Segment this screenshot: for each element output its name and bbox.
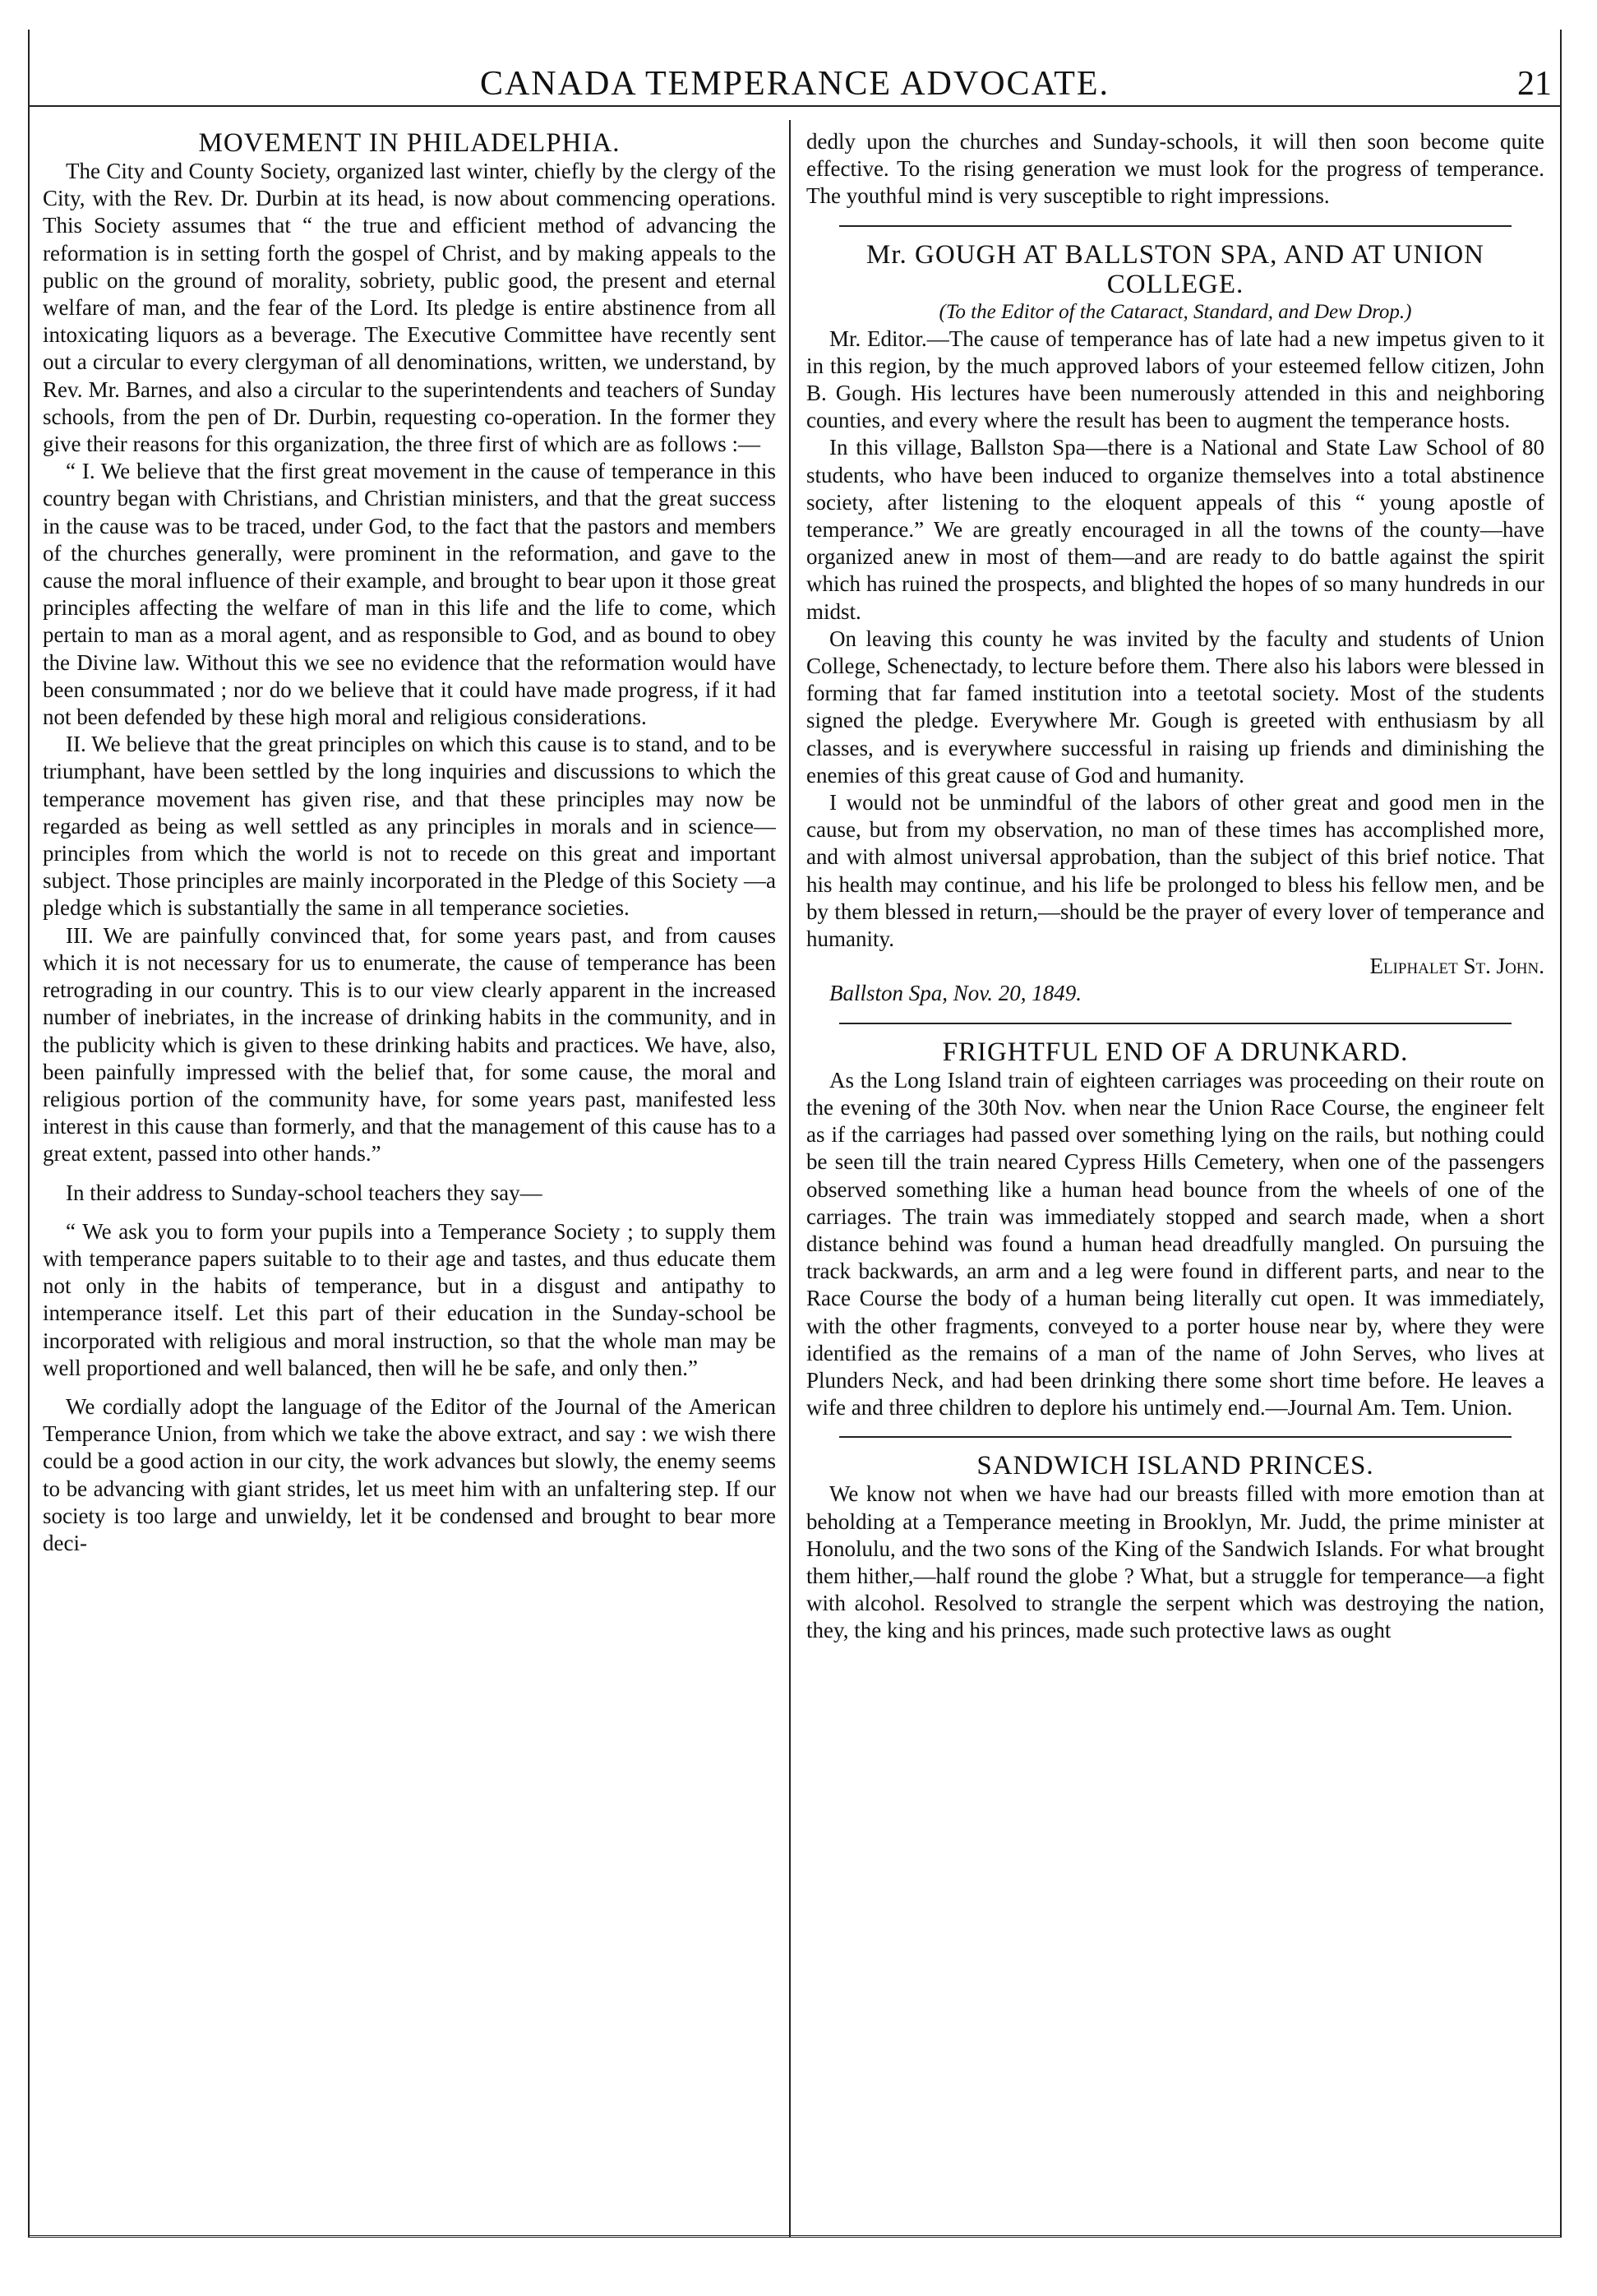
article-paragraph: On leaving this county he was invited by the faculty and students of Union College, Schenectady, to lecture before them. There also his labors were blessed in forming that far famed institution into a teetotal society. Most of the students signed the pledge. Everywhere Mr. Gough is greeted with enthusiasm by all classes, and is everywhere successful in raising up friends and diminishing the enemies of this great cause of God and humanity.	[806, 626, 1544, 788]
article-paragraph: We cordially adopt the language of the Editor of the Journal of the American Temperance Union, from which we take the above extract, and say : we wish there could be a good action in our city, the work advances but slowly, the enemy seems to be advancing with giant strides, let us meet him with an unfaltering step. If our society is too large and unwieldy, let it be condensed and brought to bear more deci-	[43, 1393, 776, 1555]
article-paragraph: As the Long Island train of eighteen carriages was proceeding on their route on the evening of the 30th Nov. when near the Union Race Course, the engineer felt as if the carriages had passed over something lying on the rails, but nothing could be seen till the train neared Cypress Hills Cemetery, when one of the passengers observed something like a human head bounce from the wheels of one of the carriages. The train was immediately stopped and search made, when a short distance behind was found a human head dreadfully mangled. On pursuing the track backwards, an arm and a leg were found in different parts, and near to the Race Course the body of a human being literally cut open. It was immediately, with the other fragments, conveyed to a porter house near by, where they were identified as the remains of a man of the name of John Serves, who lives at Plunders Neck, and had been drinking there some short time before. He leaves a wife and three children to deplore his untimely end.—Journal Am. Tem. Union.	[806, 1067, 1544, 1421]
section-rule	[839, 225, 1512, 227]
section-rule	[839, 1023, 1512, 1024]
bottom-rule	[30, 2235, 1560, 2238]
signature: Eliphalet St. John.	[1369, 954, 1544, 979]
article-paragraph: III. We are painfully convinced that, for some years past, and from causes which it is not necessary for us to enumerate, the cause of temperance has been retrograding in our country. This is to our view clearly apparent in the increased number of inebriates, in the increase of drinking habits in the community, and in the publicity which is given to these drinking habits and practices. We have, also, been painfully impressed with the belief that, for some cause, the moral and religious portion of the community have, for some years past, manifested less interest in this cause than formerly, and that the management of this cause has to a great extent, passed into other hands.”	[43, 922, 776, 1166]
article-paragraph: I would not be unmindful of the labors of other great and good men in the cause, but from my observation, no man of these times has accomplished more, and with almost universal approbation, than the subject of this brief notice. That his health may continue, and his life be prolonged to bless his fellow men, and be by them blessed in return,—should be the prayer of every lover of temperance and humanity.	[806, 790, 1544, 952]
article-paragraph: We know not when we have had our breasts filled with more emotion than at beholding at a Temperance meeting in Brooklyn, Mr. Judd, the prime minister at Honolulu, and the two sons of the King of the Sandwich Islands. For what brought them hither,—half round the globe ? What, but a struggle for temperance—a fight with alcohol. Resolved to strangle the serpent which was destroying the nation, they, the king and his princes, made such protective laws as ought	[806, 1481, 1544, 1643]
article-subtitle: (To the Editor of the Cataract, Standard, and Dew Drop.)	[939, 300, 1412, 323]
left-column	[43, 128, 776, 2223]
article-paragraph: Mr. Editor.—The cause of temperance has of late had a new impetus given to it in this region, by the much approved labors of your esteemed fellow citizen, John B. Gough. His lectures have been numerously attended in this and neighboring counties, and every where the result has been to augment the temperance hosts.	[806, 326, 1544, 433]
article-title-gough: Mr. GOUGH AT BALLSTON SPA, AND AT UNION COLLEGE.	[866, 239, 1484, 299]
newspaper-title: CANADA TEMPERANCE ADVOCATE.	[479, 65, 1110, 103]
article-quote: “ We ask you to form your pupils into a Temperance Society ; to supply them with temperance papers suitable to to their age and tastes, and thus educate them not only in the habits of temperance, but in a disgust and antipathy to intemperance itself. Let this part of their education in the Sunday-school be incorporated with religious and moral instruction, so that the whole man may be well proportioned and well balanced, then will he be safe, and only then.”	[43, 1218, 776, 1380]
masthead	[30, 30, 1560, 107]
right-column	[806, 128, 1544, 2223]
article-title-princes: SANDWICH ISLAND PRINCES.	[976, 1451, 1374, 1481]
article-paragraph: II. We believe that the great principles on which this cause is to stand, and to be triumphant, have been settled by the long inquiries and discussions to which the temperance movement has given rise, and that these principles may now be regarded as being as well settled as any principles in morals and in science—principles from which the world is not to recede on this great and important subject. Those principles are mainly incorporated in the Pledge of this Society —a pledge which is substantially the same in all temperance societies.	[43, 732, 776, 921]
newspaper-page	[28, 30, 1562, 2238]
article-paragraph: “ I. We believe that the first great movement in the cause of temperance in this country began with Christians, and Christian ministers, and that the great success in the cause was to be traced, under God, to the fact that the pastors and members of the churches generally, were prominent in the reformation, and gave to the cause the moral influence of their example, and brought to bear upon it those great principles affecting the welfare of man in this life and the life to come, which pertain to man as a moral agent, and as responsible to God, and as bound to obey the Divine law. Without this we see no evidence that the reformation would have been consummated ; nor do we believe that it could have made progress, if it had not been defended by these high moral and religious considerations.	[43, 459, 776, 730]
page-number: 21	[1517, 65, 1552, 103]
article-paragraph: In their address to Sunday-school teachers they say—	[66, 1180, 542, 1205]
dateline: Ballston Spa, Nov. 20, 1849.	[829, 981, 1082, 1006]
article-title-philadelphia: MOVEMENT IN PHILADELPHIA.	[198, 128, 621, 158]
continued-paragraph: dedly upon the churches and Sunday-schools, it will then soon become quite effective. To the rising generation we must look for the progress of temperance. The youthful mind is very susceptible to right impressions.	[806, 129, 1544, 209]
article-paragraph: In this village, Ballston Spa—there is a National and State Law School of 80 students, who have been induced to organize themselves into a total abstinence society, after listening to the eloquent appeals of this “ young apostle of temperance.” We are greatly encouraged in all the towns of the county—have organized anew in most of them—and are ready to do battle against the spirit which has ruined the prospects, and blighted the hopes of so many hundreds in our midst.	[806, 435, 1544, 624]
article-title-drunkard: FRIGHTFUL END OF A DRUNKARD.	[942, 1037, 1409, 1067]
section-rule	[839, 1436, 1512, 1438]
article-paragraph: The City and County Society, organized last winter, chiefly by the clergy of the City, with the Rev. Dr. Durbin at its head, is now about commencing operations. This Society assumes that “ the true and efficient method of advancing the reformation is in setting forth the gospel of Christ, and by making appeals to the public on the ground of morality, sobriety, public good, the present and eternal welfare of man, and the fear of the Lord. Its pledge is entire abstinence from all intoxicating liquors as a beverage. The Executive Committee have recently sent out a circular to every clergyman of all denominations, written, we understand, by Rev. Mr. Barnes, and also a circular to the superintendents and teachers of Sunday schools, from the pen of Dr. Durbin, requesting co-operation. In the former they give their reasons for this organization, the three first of which are as follows :—	[43, 159, 776, 457]
column-divider	[789, 120, 791, 2238]
